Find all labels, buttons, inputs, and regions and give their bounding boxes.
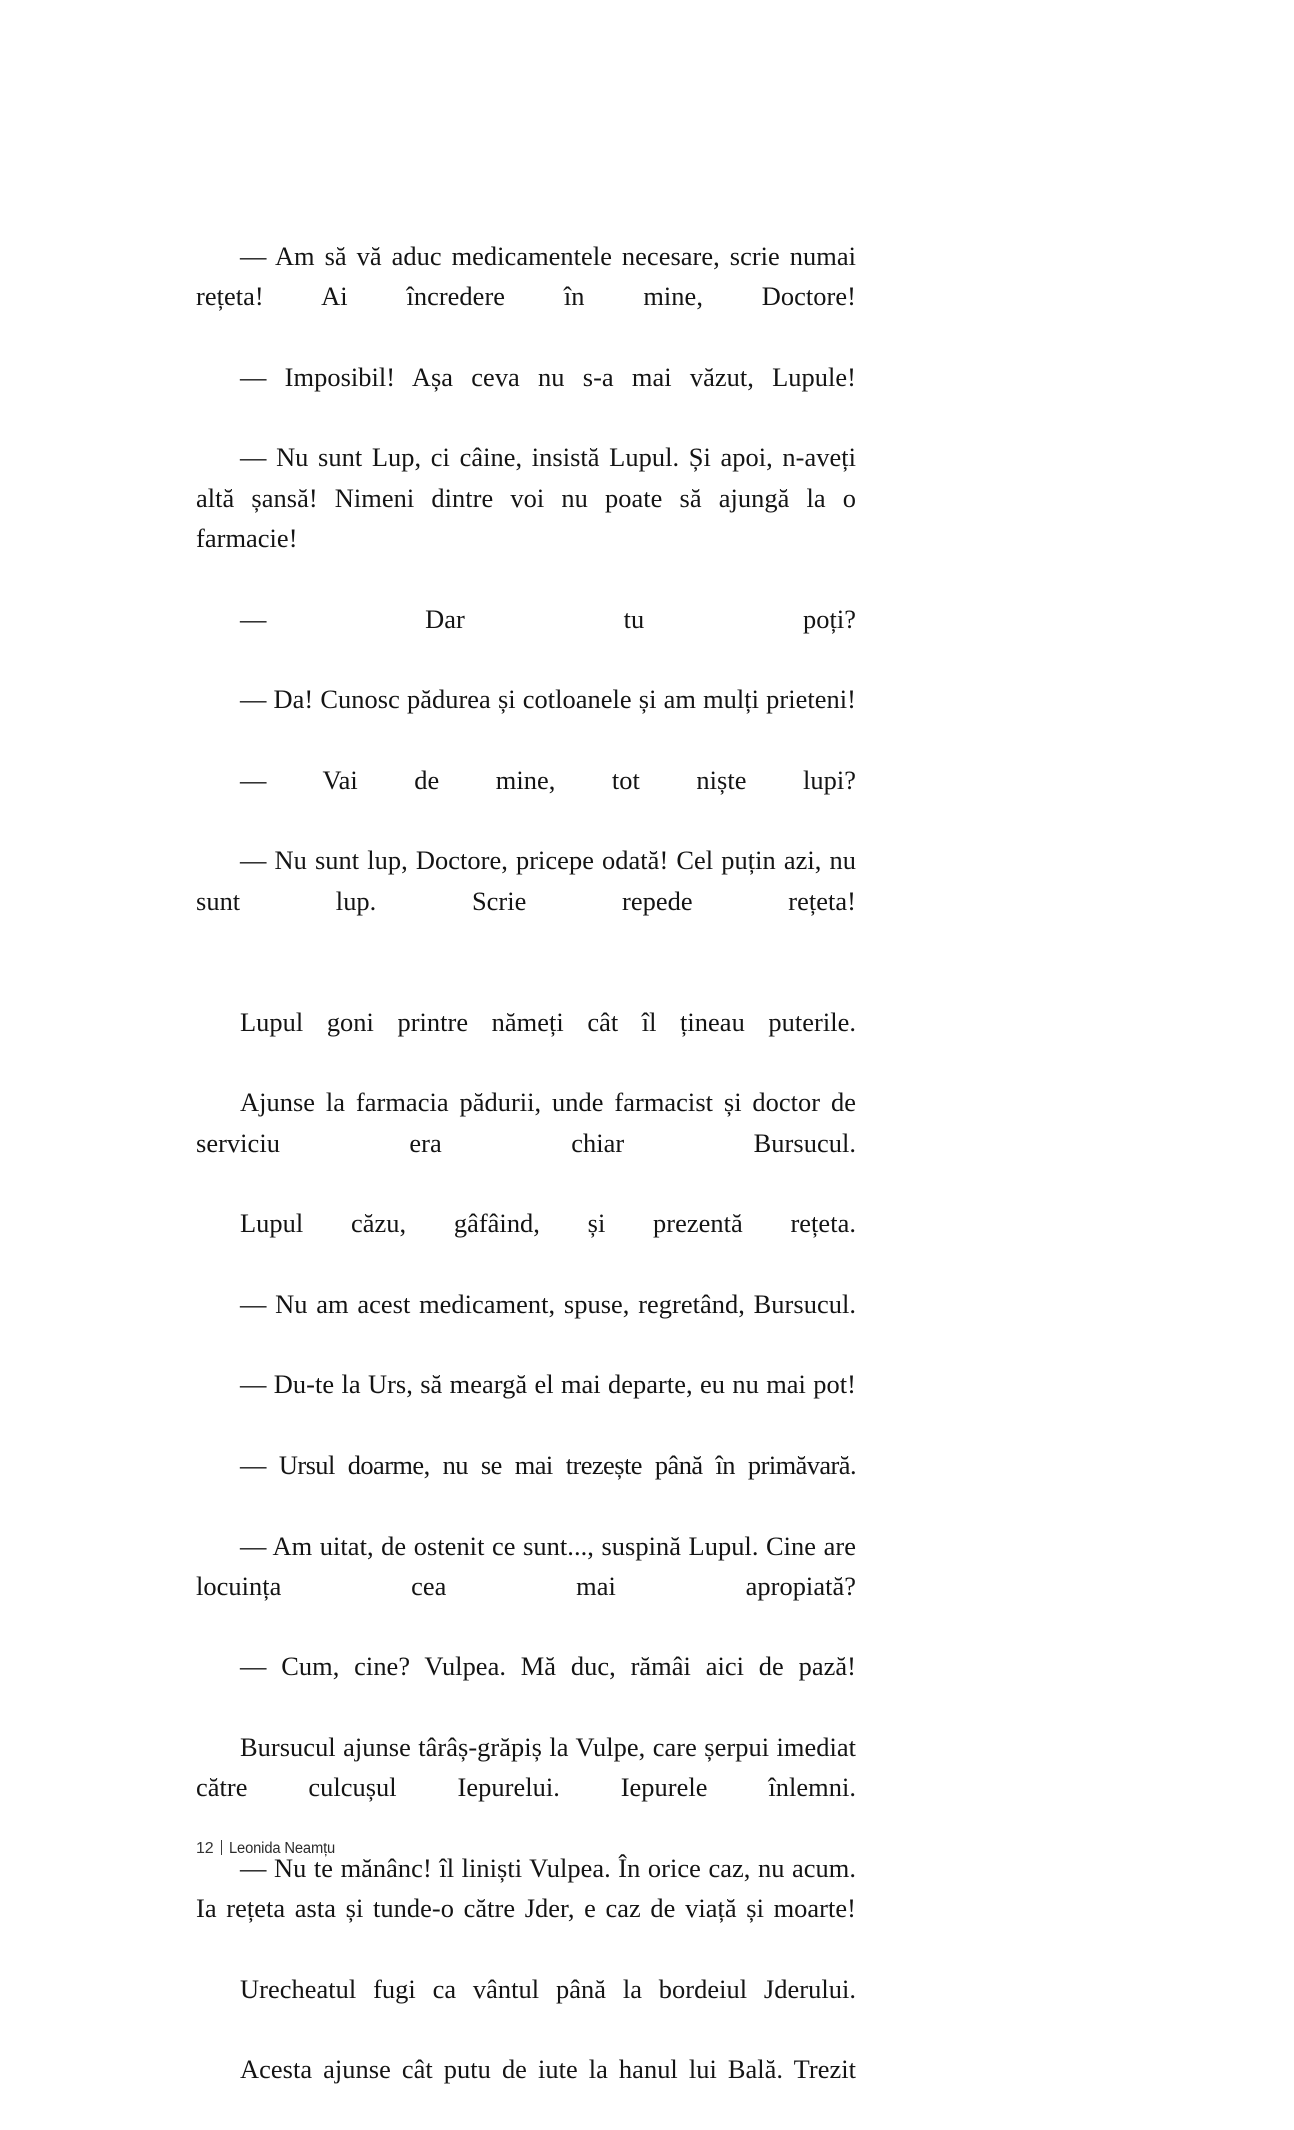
paragraph: Ajunse la farmacia pădurii, unde farmacist și doctor de serviciu era chiar Bursucul. xyxy=(196,1087,856,1158)
author-name: Leonida Neamțu xyxy=(229,1840,336,1857)
paragraph: Bursucul ajunse târâș-grăpiș la Vulpe, care șerpui imediat către culcușul Iepurelui. Iepurele înlemni. xyxy=(196,1731,856,1803)
paragraph-spacer xyxy=(196,961,856,1001)
paragraph: — Cum, cine? Vulpea. Mă duc, rămâi aici de pază! xyxy=(240,1651,856,1682)
paragraph: — Nu sunt Lup, ci câine, insistă Lupul. Și apoi, n-aveți altă șansă! Nimeni dintre voi nu poate să ajungă la o farmacie! xyxy=(196,442,856,554)
paragraph: — Am uitat, de ostenit ce sunt..., suspină Lupul. Cine are locuința cea mai apropiată? xyxy=(196,1530,856,1601)
paragraph: Urecheatul fugi ca vântul până la bordeiul Jderului. xyxy=(240,1973,856,2004)
paragraph: — Am să vă aduc medicamentele necesare, scrie numai rețeta! Ai încredere în mine, Doctore! xyxy=(196,241,856,312)
paragraph: — Nu te mănânc! îl liniști Vulpea. În orice caz, nu acum. Ia rețeta asta și tunde-o către Jder, e caz de viață și moarte! xyxy=(196,1852,856,1924)
paragraph: Acesta ajunse cât putu de iute la hanul lui Bală. Trezit xyxy=(240,2054,856,2085)
paragraph: — Du-te la Urs, să meargă el mai departe, eu nu mai pot! xyxy=(240,1369,856,1400)
paragraph: — Nu sunt lup, Doctore, pricepe odată! Cel puțin azi, nu sunt lup. Scrie repede rețeta! xyxy=(196,845,856,916)
paragraph: — Da! Cunosc pădurea și cotloanele și am mulți prieteni! xyxy=(240,684,856,715)
paragraph: — Dar tu poți? xyxy=(240,603,856,634)
page-footer xyxy=(196,1838,856,1858)
paragraph: Lupul goni printre nămeți cât îl țineau puterile. xyxy=(240,1006,856,1037)
paragraph: — Imposibil! Așa ceva nu s-a mai văzut, Lupule! xyxy=(240,361,856,392)
paragraph: Lupul căzu, gâfâind, și prezentă rețeta. xyxy=(240,1208,856,1239)
paragraph: — Vai de mine, tot niște lupi? xyxy=(240,764,856,795)
page-number: 12 xyxy=(196,1840,214,1857)
paragraph: — Ursul doarme, nu se mai trezește până în primăvară. xyxy=(240,1449,856,1480)
footer-divider xyxy=(221,1840,222,1855)
paragraph: — Nu am acest medicament, spuse, regretând, Bursucul. xyxy=(240,1288,856,1319)
